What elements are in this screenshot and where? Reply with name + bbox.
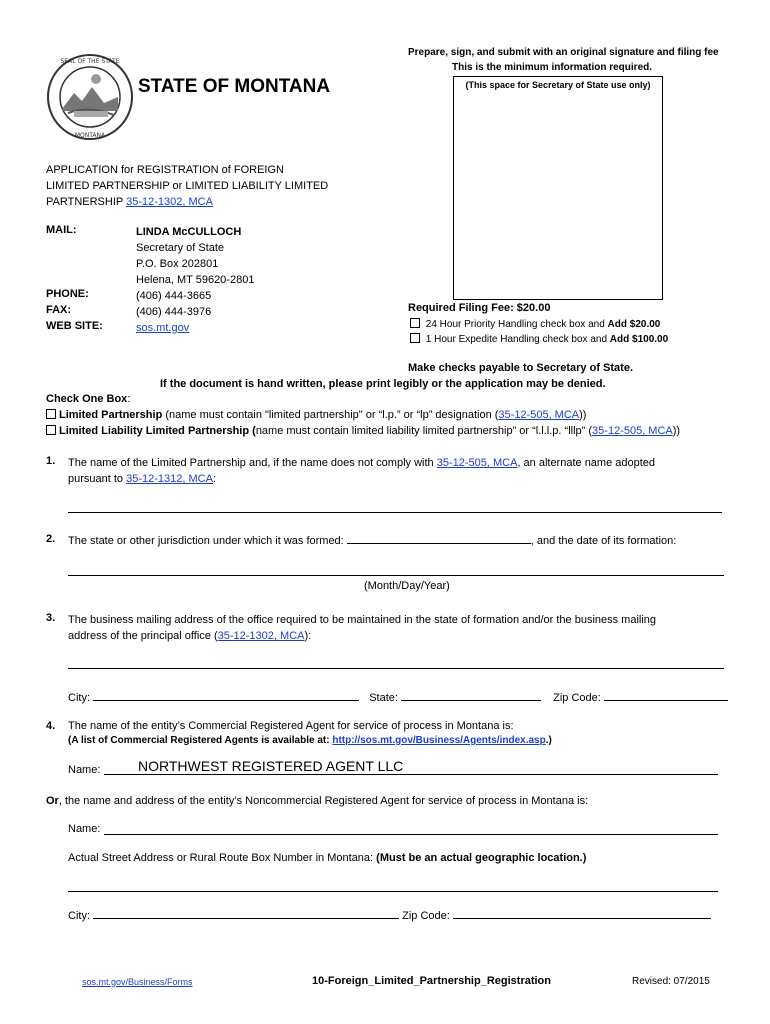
phone-value: (406) 444-3665 [136,290,212,302]
sos-use-box [453,76,663,300]
q1-name-field[interactable] [68,512,722,513]
fax-value: (406) 444-3976 [136,306,212,318]
mailing-address [136,224,254,336]
lllp-checkbox[interactable] [46,425,56,435]
q2-date-field[interactable] [68,575,724,576]
expedite-text: 1 Hour Expedite Handling check box and [423,334,610,345]
q3-address-field[interactable] [68,668,724,669]
sos-use-label: (This space for Secretary of State use only) [465,80,651,90]
q4-list-a: (A list of Commercial Registered Agents is available at: [68,735,333,746]
q3-zip-label: Zip Code: [553,692,604,704]
footer-revised: Revised: 07/2015 [632,976,710,987]
lllp-rest: name must contain limited liability limited partnership” or “l.l.l.p. “lllp” ( [255,425,593,437]
q4-name-row [68,764,100,776]
lp-bold: Limited Partnership [59,409,163,421]
q3-city-state-zip [68,690,728,704]
lllp-bold: Limited Liability Limited Partnership ( [59,425,256,437]
q4-list-b: .) [545,735,552,746]
nc-name-field[interactable] [104,834,718,835]
commercial-agent-name: NORTHWEST REGISTERED AGENT LLC [138,758,404,774]
website-link[interactable]: sos.mt.gov [136,322,190,334]
option-limited-partnership [46,409,586,421]
q1-text [68,455,655,487]
footer-forms-link[interactable]: sos.mt.gov/Business/Forms [82,977,193,987]
expedite-handling [410,333,668,345]
option-lllp [46,425,680,437]
priority-amount: Add $20.00 [607,319,661,330]
nc-city-label: City: [68,910,94,922]
or-label: Or [46,795,59,807]
commercial-agent-field[interactable] [104,758,718,775]
q3-state-label: State: [369,692,401,704]
q3-state-field[interactable] [401,690,541,701]
nc-zip-field[interactable] [453,908,711,919]
required-fee: Required Filing Fee: $20.00 [408,302,551,314]
q2-jurisdiction-field[interactable] [347,533,531,544]
nc-address-row [68,852,586,864]
expedite-amount: Add $100.00 [609,334,669,345]
svg-text:SEAL OF THE STATE: SEAL OF THE STATE [60,58,120,65]
app-title-line2: LIMITED PARTNERSHIP or LIMITED LIABILITY LIMITED [46,180,329,192]
check-one-colon: : [127,393,131,405]
q1-text-c: pursuant to [68,473,127,485]
q2-number: 2. [46,533,56,545]
q1-link-a[interactable]: 35-12-505, MCA [436,457,518,469]
q1-link-b[interactable]: 35-12-1312, MCA [126,473,213,485]
mail-label: MAIL: [46,224,77,236]
checks-payable: Make checks payable to Secretary of State. [408,362,633,374]
statute-link-1302[interactable]: 35-12-1302, MCA [126,196,213,208]
q4-text: The name of the entity’s Commercial Registered Agent for service of process in Montana is: [68,720,514,732]
q2-text-b: , and the date of its formation: [530,535,677,547]
q1-text-d: : [212,473,216,485]
q2-text-a: The state or other jurisdiction under which it was formed: [68,535,347,547]
instruction-line1: Prepare, sign, and submit with an original signature and filing fee [408,47,719,58]
priority-handling [410,318,660,330]
check-one-heading [46,393,130,405]
noncommercial-intro [46,795,588,807]
lp-statute-link[interactable]: 35-12-505, MCA [498,409,580,421]
q3-city-field[interactable] [93,690,359,701]
secretary-name: LINDA McCULLOCH [136,226,242,238]
montana-seal [46,53,134,141]
app-title-line1: APPLICATION for REGISTRATION of FOREIGN [46,164,284,176]
q1-text-a: The name of the Limited Partnership and, if the name does not comply with [68,457,437,469]
nc-city-field[interactable] [93,908,399,919]
handwritten-warning: If the document is hand written, please print legibly or the application may be denied. [160,378,606,390]
nc-address-label: Actual Street Address or Rural Route Box Number in Montana: [68,852,377,864]
phone-label: PHONE: [46,288,89,300]
secretary-title: Secretary of State [136,242,225,254]
expedite-checkbox[interactable] [410,333,420,343]
nc-address-field[interactable] [68,891,718,892]
noncommercial-text: , the name and address of the entity’s Noncommercial Registered Agent for service of process in Montana is: [58,795,589,807]
fax-label: FAX: [46,304,72,316]
q3-link[interactable]: 35-12-1302, MCA [217,630,305,642]
q1-number: 1. [46,455,56,467]
q3-zip-field[interactable] [604,690,728,701]
priority-checkbox[interactable] [410,318,420,328]
limited-partnership-checkbox[interactable] [46,409,56,419]
nc-address-note: (Must be an actual geographic location.) [376,852,587,864]
svg-text:MONTANA: MONTANA [74,132,106,139]
q3-city-label: City: [68,692,94,704]
nc-zip-label: Zip Code: [399,910,453,922]
q4-agent-list [68,735,552,746]
q3-number: 3. [46,612,56,624]
q4-name-label: Name: [68,764,101,776]
instruction-line2: This is the minimum information required. [452,62,653,73]
po-box: P.O. Box 202801 [136,258,219,270]
lllp-end: )) [672,425,681,437]
q3-text-c: ): [304,630,312,642]
website-label: WEB SITE: [46,320,103,332]
check-one-label: Check One Box [46,393,128,405]
q3-text-a: The business mailing address of the office required to be maintained in the state of formation and/or the business mailing [68,614,657,626]
q1-text-b: , an alternate name adopted [517,457,656,469]
nc-name-row [68,823,100,835]
nc-city-zip-row [68,908,711,922]
footer-form-name: 10-Foreign_Limited_Partnership_Registration [312,975,551,987]
lllp-statute-link[interactable]: 35-12-505, MCA [592,425,673,437]
city-zip: Helena, MT 59620-2801 [136,274,255,286]
q4-number: 4. [46,720,56,732]
nc-name-label: Name: [68,823,101,835]
application-title [46,162,328,210]
agents-list-link[interactable]: http://sos.mt.gov/Business/Agents/index.asp [332,735,546,746]
q3-text-b: address of the principal office ( [68,630,218,642]
priority-text: 24 Hour Priority Handling check box and [423,319,608,330]
app-title-line3: PARTNERSHIP [46,196,127,208]
lp-end: )) [579,409,587,421]
q2-date-hint: (Month/Day/Year) [364,580,450,592]
q2-text [68,533,676,547]
q3-text [68,612,656,644]
lp-rest: (name must contain "limited partnership" or “l.p.” or “lp” designation ( [162,409,499,421]
state-title: STATE OF MONTANA [138,76,331,97]
